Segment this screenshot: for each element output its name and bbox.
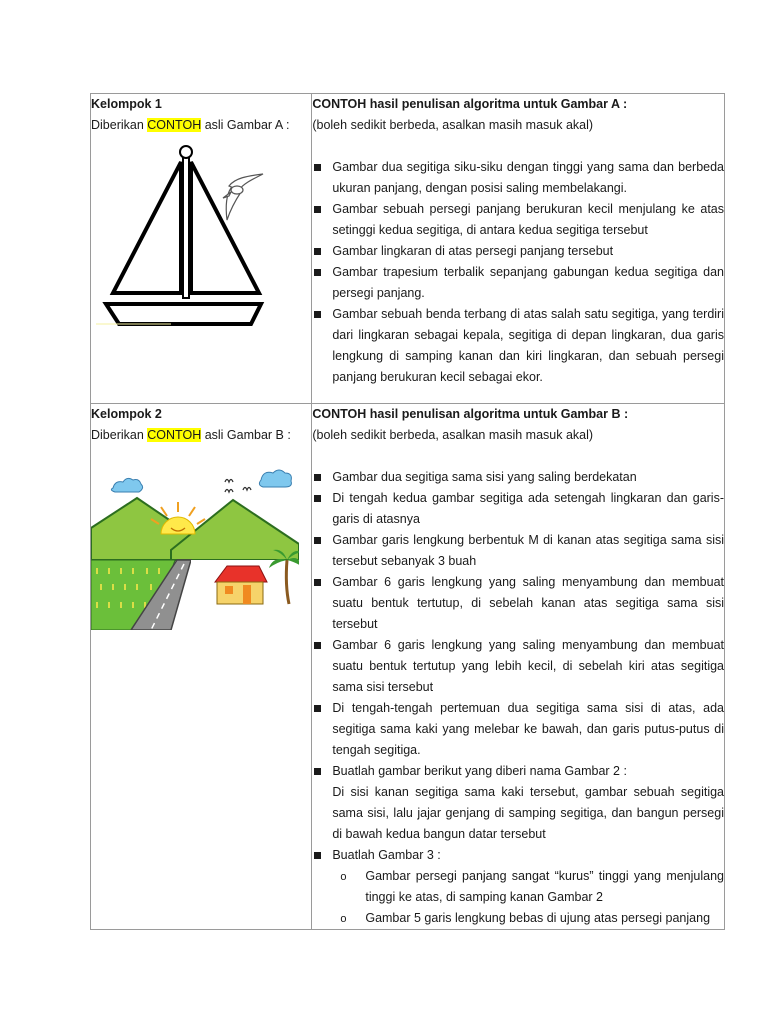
birds	[225, 480, 251, 493]
list-item: Di tengah-tengah pertemuan dua segitiga sama sisi di atas, ada segitiga sama kaki yang melebar ke bawah, dan garis putus-putus di tengah segitiga.	[312, 698, 724, 761]
mast-top-circle	[180, 146, 192, 158]
square-bullet-icon	[314, 537, 321, 544]
list-item: Gambar dua segitiga siku-siku dengan tinggi yang sama dan berbeda ukuran panjang, dengan posisi saling membelakangi.	[312, 157, 724, 199]
given-label: Diberikan CONTOH asli Gambar B :	[91, 428, 291, 442]
square-bullet-icon	[314, 579, 321, 586]
right-cell-2	[312, 404, 725, 930]
square-bullet-icon	[314, 642, 321, 649]
circle-bullet-icon: o	[340, 871, 347, 883]
square-bullet-icon	[314, 852, 321, 859]
algorithm-list	[312, 157, 724, 388]
list-item: Gambar sebuah benda terbang di atas salah satu segitiga, yang terdiri dari lingkaran sebagai kepala, segitiga di depan lingkaran, dua garis lengkung di samping kanan dan kiri lingkaran, dan sebuah persegi panjang berukuran kecil sebagai ekor.	[312, 304, 724, 388]
cloud-right	[259, 470, 291, 487]
left-sail	[113, 162, 181, 293]
left-cell-1	[91, 94, 312, 404]
note-text: (boleh sedikit berbeda, asalkan masih masuk akal)	[312, 118, 594, 132]
example-title: CONTOH hasil penulisan algoritma untuk Gambar B :	[312, 407, 629, 421]
square-bullet-icon	[314, 164, 321, 171]
square-bullet-icon	[314, 768, 321, 775]
list-item: Gambar 6 garis lengkung yang saling menyambung dan membuat suatu bentuk tertutup yang lebih kecil, di sebelah kiri atas segitiga sama sisi tersebut	[312, 635, 724, 698]
contoh-highlight: CONTOH	[147, 118, 202, 132]
house-wall	[217, 582, 263, 604]
square-bullet-icon	[314, 495, 321, 502]
sub-list	[332, 866, 724, 929]
square-bullet-icon	[314, 705, 321, 712]
sailboat-picture	[91, 138, 291, 328]
list-item-gambar-2: Buatlah gambar berikut yang diberi nama Gambar 2 : Di sisi kanan segitiga sama kaki tersebut, gambar sebuah segitiga sama sisi, lalu jajar genjang di samping segitiga, dan bangun persegi di bawah kedua bangun datar tersebut	[312, 761, 724, 845]
example-title: CONTOH hasil penulisan algoritma untuk Gambar A :	[312, 97, 628, 111]
sub-list-item: o Gambar persegi panjang sangat “kurus” tinggi yang menjulang tinggi ke atas, di samping kanan Gambar 2	[340, 869, 724, 904]
circle-bullet-icon: o	[340, 913, 347, 925]
algorithm-table	[90, 93, 725, 930]
given-label: Diberikan CONTOH asli Gambar A :	[91, 118, 290, 132]
boat-hull	[106, 304, 261, 324]
list-item: Gambar lingkaran di atas persegi panjang tersebut	[312, 241, 724, 262]
algorithm-list	[312, 467, 724, 929]
list-item-gambar-3: Buatlah Gambar 3 : o Gambar persegi panjang sangat “kurus” tinggi yang menjulang tinggi ke atas, di samping kanan Gambar 2 o Gambar 5 garis lengkung bebas di ujung atas persegi panjang	[312, 845, 724, 929]
list-item: Gambar trapesium terbalik sepanjang gabungan kedua segitiga dan persegi panjang.	[312, 262, 724, 304]
note-text: (boleh sedikit berbeda, asalkan masih masuk akal)	[312, 428, 594, 442]
right-cell-1	[312, 94, 725, 404]
left-cell-2	[91, 404, 312, 930]
list-item: Gambar 6 garis lengkung yang saling menyambung dan membuat suatu bentuk tertutup, di sebelah kanan atas segitiga sama sisi tersebut	[312, 572, 724, 635]
group-title: Kelompok 2	[91, 407, 162, 421]
cloud-left	[111, 478, 142, 492]
sub-list-item: o Gambar 5 garis lengkung bebas di ujung atas persegi panjang	[332, 908, 724, 929]
square-bullet-icon	[314, 269, 321, 276]
square-bullet-icon	[314, 474, 321, 481]
list-item: Gambar dua segitiga sama sisi yang saling berdekatan	[312, 467, 724, 488]
square-bullet-icon	[314, 206, 321, 213]
bird-drawing	[223, 174, 263, 220]
contoh-highlight: CONTOH	[147, 428, 202, 442]
group-title: Kelompok 1	[91, 97, 162, 111]
list-item: Di tengah kedua gambar segitiga ada setengah lingkaran dan garis-garis di atasnya	[312, 488, 724, 530]
table-row-kelompok-2	[91, 404, 725, 930]
list-item: Gambar sebuah persegi panjang berukuran kecil menjulang ke atas setinggi kedua segitiga, di antara kedua segitiga tersebut	[312, 199, 724, 241]
list-item: Gambar garis lengkung berbentuk M di kanan atas segitiga sama sisi tersebut sebanyak 3 buah	[312, 530, 724, 572]
mast	[183, 156, 189, 298]
square-bullet-icon	[314, 311, 321, 318]
table-row-kelompok-1	[91, 94, 725, 404]
landscape-picture	[91, 464, 299, 630]
square-bullet-icon	[314, 248, 321, 255]
